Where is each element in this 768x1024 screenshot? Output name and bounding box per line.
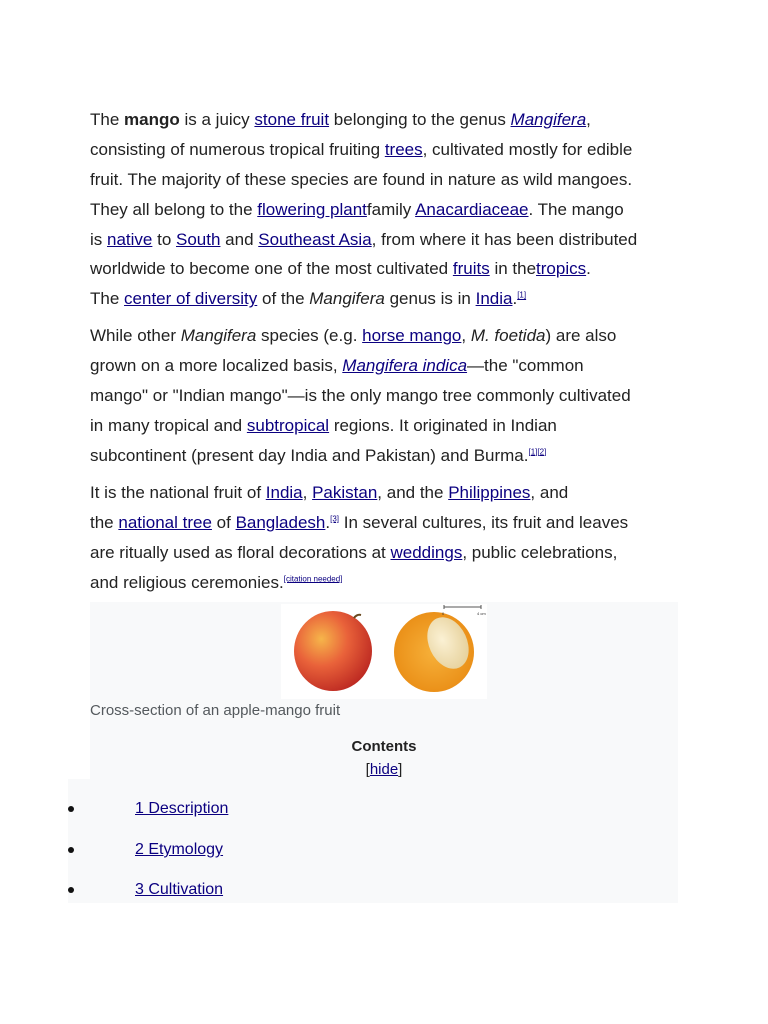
text: , and the	[377, 483, 449, 502]
toc-link-etymology[interactable]: 2 Etymology	[135, 841, 224, 858]
link-native[interactable]: native	[107, 229, 153, 249]
text: . The mango	[528, 199, 624, 219]
text-line	[90, 284, 690, 314]
text-line	[90, 508, 690, 538]
text: regions. It originated in Indian	[329, 415, 557, 435]
mango-stem-shape	[354, 615, 361, 618]
link-tropics[interactable]: tropics	[536, 259, 587, 279]
text: While other	[90, 326, 181, 345]
text: .	[325, 512, 331, 532]
text-line	[90, 135, 690, 165]
text: of the	[257, 289, 310, 309]
text-line	[90, 478, 690, 508]
link-bangladesh[interactable]: Bangladesh	[235, 512, 326, 532]
text-line: fruit. The majority of these species are found in nature as wild mangoes.	[90, 169, 633, 189]
toc-item	[68, 881, 668, 903]
link-weddings[interactable]: weddings	[390, 542, 463, 562]
link-flowering-plant[interactable]: flowering plant	[257, 199, 367, 219]
paragraph-national	[90, 478, 690, 598]
link-trees[interactable]: trees	[384, 139, 423, 159]
whole-mango-shape	[294, 611, 372, 691]
text: consisting of numerous tropical fruiting	[90, 139, 385, 159]
toc-title: Contents	[351, 738, 417, 755]
link-south[interactable]: South	[176, 229, 221, 249]
link-horse-mango[interactable]: horse mango	[362, 326, 462, 345]
bullet-icon	[68, 847, 74, 853]
citation-link[interactable]: [3]	[330, 514, 340, 524]
text: worldwide to become one of the most cultivated	[90, 259, 453, 279]
toc-bracket: [	[365, 761, 370, 778]
citation-needed	[284, 574, 343, 583]
text: They all belong to the	[90, 199, 258, 219]
bullet-icon	[68, 806, 74, 812]
bullet-icon	[68, 887, 74, 893]
text: , and	[530, 483, 569, 502]
toc-toggle	[0, 761, 768, 778]
text: subcontinent (present day India and Pakistan) and Burma.	[90, 445, 529, 465]
text: The	[90, 110, 125, 129]
link-southeast-asia[interactable]: Southeast Asia	[258, 229, 372, 249]
text: The	[90, 289, 125, 309]
text: , public celebrations,	[462, 542, 618, 562]
link-center-of-diversity[interactable]: center of diversity	[124, 289, 258, 309]
citation-link[interactable]: [1]	[517, 290, 527, 300]
text: ) are also	[545, 326, 617, 345]
text: genus is in	[384, 289, 476, 309]
link-india[interactable]: India	[265, 483, 303, 502]
text: species (e.g.	[256, 326, 363, 345]
toc-bracket: ]	[398, 761, 403, 778]
text-line	[90, 351, 690, 381]
link-mangifera-indica[interactable]: Mangifera indica	[342, 355, 468, 375]
citation-ref	[330, 514, 339, 523]
text-line	[90, 411, 690, 441]
text: family	[366, 199, 416, 219]
text: in many tropical and	[90, 415, 247, 435]
citation-link[interactable]: [1][2]	[528, 446, 547, 456]
link-national-tree[interactable]: national tree	[118, 512, 212, 532]
mango-image[interactable]	[281, 604, 487, 699]
italic-term: Mangifera	[180, 326, 257, 345]
text: In several cultures, its fruit and leaves	[339, 512, 629, 532]
text-line	[90, 321, 690, 351]
text: are ritually used as floral decorations at	[90, 542, 391, 562]
link-stone-fruit[interactable]: stone fruit	[254, 110, 330, 129]
text: is	[90, 229, 107, 249]
text-line	[90, 538, 690, 568]
scale-left-label: 0	[442, 611, 445, 616]
text: grown on a more localized basis,	[90, 355, 343, 375]
link-pakistan[interactable]: Pakistan	[312, 483, 378, 502]
italic-term: Mangifera	[309, 289, 385, 309]
toc-item	[68, 800, 668, 822]
citation-ref	[529, 447, 547, 456]
text: ,	[461, 326, 471, 345]
toc-link-description[interactable]: 1 Description	[135, 800, 229, 817]
link-india[interactable]: India	[475, 289, 513, 309]
scale-right-label: 4 cm	[477, 611, 486, 616]
text-line	[90, 225, 690, 255]
toc-hide-link[interactable]: hide	[369, 761, 399, 778]
text: It is the national fruit of	[90, 483, 266, 502]
paragraph-intro	[90, 105, 690, 314]
text-line	[90, 105, 690, 135]
text: is a juicy	[179, 110, 255, 129]
text: and religious ceremonies.	[90, 572, 284, 592]
link-fruits[interactable]: fruits	[452, 259, 490, 279]
citation-needed-link[interactable]: [citation needed]	[283, 574, 343, 584]
text-line	[90, 195, 690, 225]
text: —the "common	[467, 355, 584, 375]
text: of	[211, 512, 236, 532]
text-line	[90, 254, 690, 284]
text-line	[90, 568, 690, 598]
text: to	[152, 229, 176, 249]
toc-item	[68, 841, 668, 863]
bold-term: mango	[124, 110, 180, 129]
text: ,	[586, 110, 591, 129]
text: , from where it has been distributed	[371, 229, 638, 249]
paragraph-species	[90, 321, 690, 470]
text: .	[512, 289, 518, 309]
toc-link-cultivation[interactable]: 3 Cultivation	[135, 881, 224, 898]
text: in the	[489, 259, 537, 279]
text-line	[90, 441, 690, 471]
mango-cross-section-image	[281, 604, 487, 699]
link-subtropical[interactable]: subtropical	[246, 415, 330, 435]
link-anacardiaceae[interactable]: Anacardiaceae	[415, 199, 529, 219]
text: belonging to the genus	[329, 110, 511, 129]
text: the	[90, 512, 119, 532]
italic-term: M. foetida	[470, 326, 546, 345]
figure-caption: Cross-section of an apple-mango fruit	[90, 702, 341, 719]
text-line: mango" or "Indian mango"—is the only mango tree commonly cultivated	[90, 385, 631, 405]
citation-ref	[517, 291, 526, 300]
link-philippines[interactable]: Philippines	[448, 483, 531, 502]
text: , cultivated mostly for edible	[422, 139, 633, 159]
text: ,	[302, 483, 313, 502]
text: .	[586, 259, 591, 279]
link-mangifera[interactable]: Mangifera	[510, 110, 587, 129]
text: and	[220, 229, 259, 249]
